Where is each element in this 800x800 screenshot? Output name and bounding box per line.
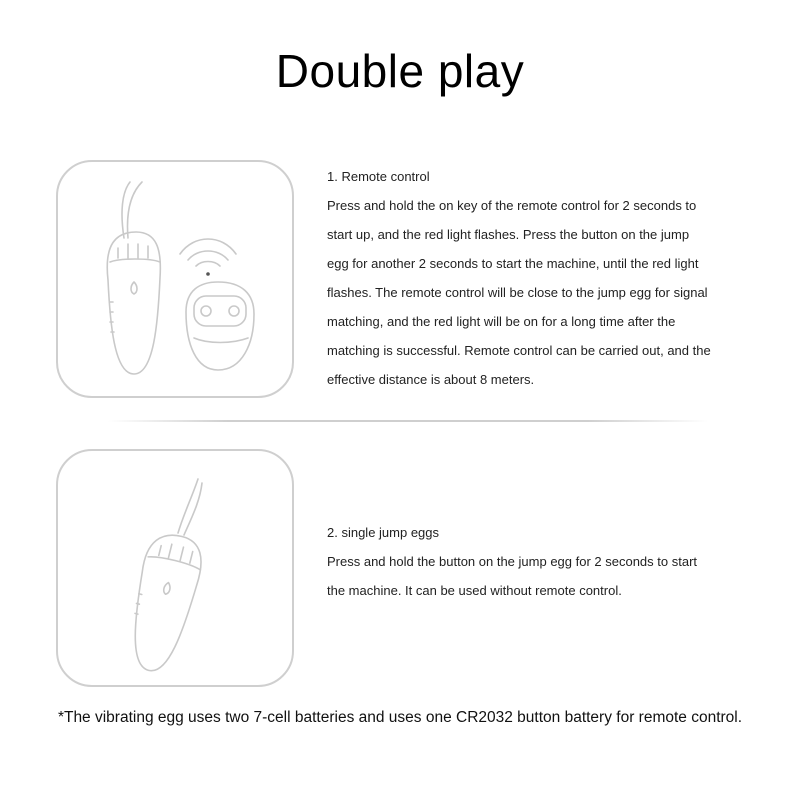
section-line: matching is successful. Remote control can be carried out, and the	[327, 343, 711, 358]
section-line: egg for another 2 seconds to start the machine, until the red light	[327, 256, 699, 271]
egg-cord-icon	[178, 479, 202, 535]
section-heading: 1. Remote control	[327, 169, 430, 184]
egg-icon	[107, 232, 160, 374]
section-line: effective distance is about 8 meters.	[327, 372, 535, 387]
section-line: the machine. It can be used without remote control.	[327, 583, 622, 598]
page-title: Double play	[275, 45, 525, 97]
single-egg-illustration	[58, 451, 296, 689]
section-line: Press and hold the on key of the remote control for 2 seconds to	[327, 198, 697, 213]
battery-footnote: *The vibrating egg uses two 7-cell batteries and uses one CR2032 button battery for remote control.	[57, 709, 743, 726]
section-line: start up, and the red light flashes. Press the button on the jump	[327, 227, 690, 242]
egg-cord-icon	[122, 182, 142, 238]
section-line: flashes. The remote control will be close to the jump egg for signal	[327, 285, 708, 300]
section-heading: 2. single jump eggs	[327, 525, 440, 540]
wifi-signal-icon	[180, 239, 236, 266]
section-line: matching, and the red light will be on for a long time after the	[327, 314, 676, 329]
remote-control-illustration-panel	[56, 160, 294, 398]
remote-control-section	[327, 162, 757, 394]
section-divider	[108, 420, 708, 422]
remote-icon	[186, 282, 254, 370]
section-line: Press and hold the button on the jump egg for 2 seconds to start	[327, 554, 698, 569]
egg-icon	[119, 529, 208, 677]
single-egg-illustration-panel	[56, 449, 294, 687]
single-egg-section	[327, 518, 757, 605]
remote-and-egg-illustration	[58, 162, 296, 400]
